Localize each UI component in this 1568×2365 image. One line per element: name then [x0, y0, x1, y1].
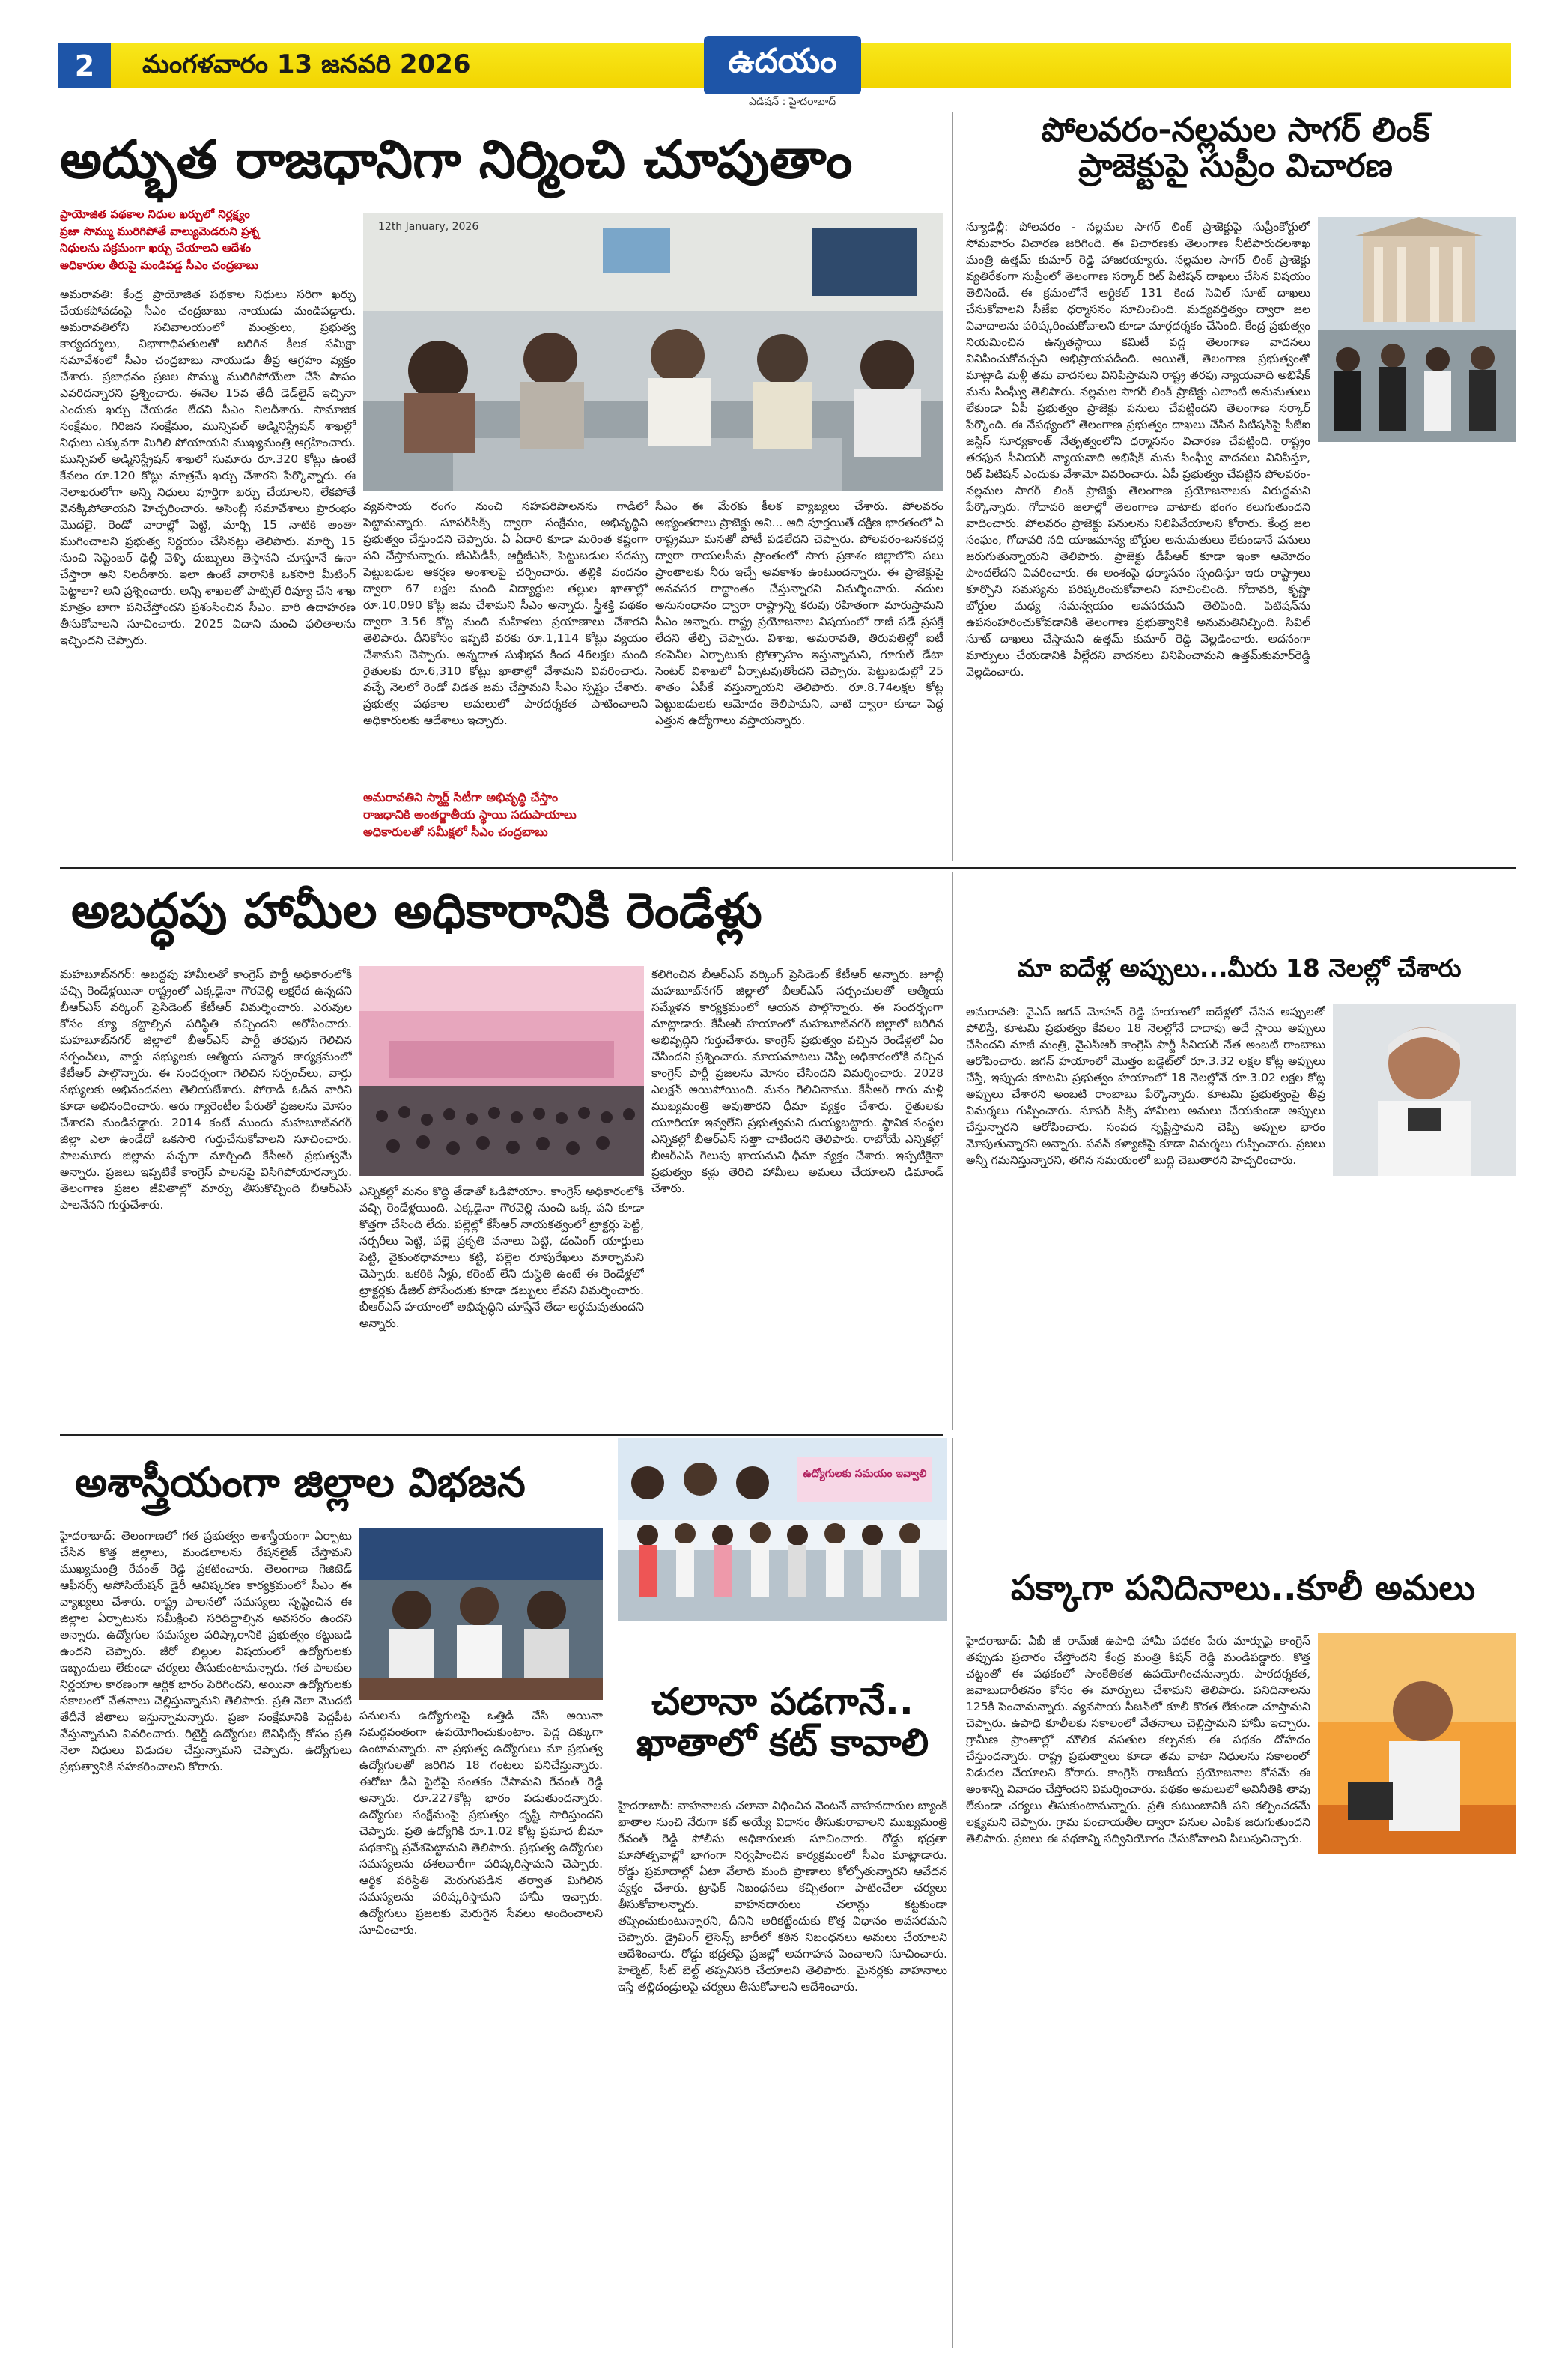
ktr-meeting-photo — [359, 966, 644, 1176]
newspaper-logo: ఉదయం — [704, 36, 861, 94]
subhead: అధికారులతో సమీక్షలో సీఎం చంద్రబాబు — [363, 825, 548, 839]
headline-line: ప్రాజెక్టుపై సుప్రీం విచారణ — [1078, 147, 1393, 186]
subhead: అమరావతిని స్మార్ట్ సిటీగా అభివృద్ధి చేస్తాం — [363, 790, 559, 804]
capital-col-3: సీఎం ఈ మేరకు కీలక వ్యాఖ్యలు చేశారు. పోలవరం అభ్యంతరాలు ప్రాజెక్టు అని... ఆది పూర్తయితే దక్షిణ భారతంలో ఏ రాష్ట్రమూ మనతో పోటీ పడలేదని చెప్పారు. పోలవరం-బనకచర్ల ద్వారా రాయలసీమ ప్రాంతంలో సాగు ప్రకాశం జిల్లాలోని పలు ప్రాంతాలకు నీరు ఇచ్చే అవకాశం ఉంటుందన్నారు. ఈ ప్రాజెక్టుపై అనవసర రాద్ధాంతం చేస్తున్నారని విమర్శించారు. నదుల అనుసంధానం ద్వారా రాష్ట్రాన్ని కరువు రహితంగా మారుస్తామని సీఎం అన్నారు. రాష్ట్ర ప్రయోజనాల విషయంలో రాజీ పడే ప్రసక్తే లేదని తేల్చి చెప్పారు. విశాఖ, అమరావతి, తిరుపతిల్లో ఐటీ కంపెనీల ఏర్పాటుకు ప్రోత్సాహం ఇస్తున్నామని, గూగుల్ డేటా సెంటర్ విశాఖలో ఏర్పాటవుతోందని చెప్పారు. పెట్టుబడుల్లో 25 శాతం ఏపీకే వస్తున్నాయని తెలిపారు. రూ.8.74లక్షల కోట్ల పెట్టుబడులకు ఆమోదం తెలిపామని, వాటి ద్వారా కూడా పెద్ద ఎత్తున ఉద్యోగాలు వస్తాయన్నారు. — [655, 500, 943, 727]
revanth-diary-photo — [359, 1528, 603, 1700]
workdays-body: హైదరాబాద్: వీబీ జీ రామ్‌జీ ఉపాధి హామీ పథకం పేరు మార్పుపై కాంగ్రెస్ తప్పుడు ప్రచారం చేస్తోందని కేంద్ర మంత్రి కిషన్ రెడ్డి మండిపడ్డారు. కొత్త చట్టంతో ఈ పథకంలో సాంకేతికత ఉపయోగించనున్నారు. పారదర్శకత, జవాబుదారీతనం కోసం ఈ మార్పులు చేశామని తెలిపారు. పనిదినాలను 125కి పెంచామన్నారు. వ్యవసాయ సీజన్‌లో కూలీ కొరత లేకుండా చూస్తామని చెప్పారు. ఉపాధి కూలీలకు సకాలంలో వేతనాలు చెల్లిస్తామని హామీ ఇచ్చారు. గ్రామీణ ప్రాంతాల్లో మౌలిక వసతుల కల్పనకు ఈ పథకం దోహదం చేస్తుందన్నారు. రాష్ట్ర ప్రభుత్వాలు కూడా తమ వాటా నిధులను సకాలంలో విడుదల చేయాలని కోరారు. కాంగ్రెస్ రాజకీయ ప్రయోజనాల కోసమే ఈ అంశాన్ని వివాదం చేస్తోందని విమర్శించారు. పథకం అమలులో అవినీతికి తావు లేకుండా చర్యలు తీసుకుంటామన్నారు. ప్రతి కుటుంబానికి పని కల్పించడమే లక్ష్యమని చెప్పారు. గ్రామ పంచాయతీల ద్వారా పనుల ఎంపిక జరుగుతుందని తెలిపారు. ప్రజలు ఈ పథకాన్ని సద్వినియోగం చేసుకోవాలని పిలుపునిచ్చారు. — [966, 1634, 1310, 1845]
issue-date: మంగళవారం 13 జనవరి 2026 — [142, 49, 471, 79]
supreme-court-photo — [1318, 217, 1516, 442]
chalana-headline — [618, 1681, 947, 1764]
scheme-launch-photo — [618, 1438, 947, 1621]
subhead: రాజధానికి అంతర్జాతీయ స్థాయి సదుపాయాలు — [363, 807, 577, 822]
capital-col-2b — [363, 837, 648, 860]
districts-headline: అశాస్త్రీయంగా జిల్లాల విభజన — [75, 1459, 526, 1506]
chalana-body: హైదరాబాద్: వాహనాలకు చలానా విధించిన వెంటనే వాహనదారుల బ్యాంక్ ఖాతాల నుంచి నేరుగా కట్ అయ్యే విధానం తీసుకురావాలని ముఖ్యమంత్రి రేవంత్ రెడ్డి పోలీసు అధికారులకు సూచించారు. రోడ్డు భద్రతా మాసోత్సవాల్లో భాగంగా నిర్వహించిన కార్యక్రమంలో సీఎం మాట్లాడారు. రోడ్డు ప్రమాదాల్లో ఏటా వేలాది మంది ప్రాణాలు కోల్పోతున్నారని ఆవేదన వ్యక్తం చేశారు. ట్రాఫిక్ నిబంధనలు కచ్చితంగా పాటించేలా చర్యలు తీసుకోవాలన్నారు. వాహనదారులు చలాన్లు కట్టకుండా తప్పించుకుంటున్నారని, దీనిని అరికట్టేందుకు కొత్త విధానం అవసరమని చెప్పారు. డ్రైవింగ్ లైసెన్స్ జారీలో కఠిన నిబంధనలు అమలు చేయాలని ఆదేశించారు. రోడ్డు భద్రతపై ప్రజల్లో అవగాహన పెంచాలని సూచించారు. హెల్మెట్, సీట్ బెల్ట్ తప్పనిసరి చేయాలని తెలిపారు. మైనర్లకు వాహనాలు ఇస్తే తల్లిదండ్రులపై చర్యలు తీసుకోవాలని ఆదేశించారు. — [618, 1799, 947, 1994]
capital-subheads — [363, 790, 648, 842]
crowd-illustration — [359, 966, 644, 1176]
capital-summary — [60, 206, 352, 273]
edition-tagline: ఎడిషన్ : హైదరాబాద్ — [749, 96, 836, 108]
page-number: 2 — [58, 43, 111, 88]
polavaram-headline — [966, 112, 1505, 185]
event-illustration — [359, 1528, 603, 1700]
summary-line: ప్రజా సొమ్ము మురిగిపోతే వాల్యుమెడరుని ప్రశ్న — [60, 224, 260, 238]
headline-line: ఖాతాలో కట్ కావాలి — [636, 1721, 929, 1764]
capital-col-1: అమరావతి: కేంద్ర ప్రాయోజిత పథకాల నిధులు సరిగా ఖర్చు చేయకపోవడంపై సీఎం చంద్రబాబు నాయుడు మండిపడ్డారు. అమరావతిలోని సచివాలయంలో మంత్రులు, ప్రభుత్వ కార్యదర్శులు, విభాగాధిపతులతో జరిగిన కీలక సమీక్షా సమావేశంలో సీఎం చంద్రబాబు నాయుడు తీవ్ర ఆగ్రహం వ్యక్తం చేశారు. ప్రజాధనం ప్రజల సొమ్ము మురిగిపోయేలా చేసే పాపం ఎవరిదన్నారని ప్రశ్నించారు. ఈనెల 15వ తేదీ డెడ్‌లైన్ ఇచ్చినా ఎందుకు ఖర్చు చేయడం లేదని సీఎం నిలదీశారు. సామాజిక సంక్షేమం, గిరిజన సంక్షేమం, మున్సిపల్ అడ్మినిస్ట్రేషన్ శాఖల్లో నిధులు ఎక్కువగా మిగిలి పోయాయని ముఖ్యమంత్రి ఆగ్రహించారు. మున్సిపల్ అడ్మినిస్ట్రేషన్ శాఖలో సుమారు రూ.320 కోట్లు ఉంటే కేవలం రూ.120 కోట్లు మాత్రమే ఖర్చు చేశారని పేర్కొన్నారు. ఈ నెలాఖరులోగా అన్ని నిధులు పూర్తిగా ఖర్చు చేయాలని, లేకపోతే వెనక్కిపోతాయని హెచ్చరించారు. అసెంబ్లీ సమావేశాలు ప్రారంభం మొదలై, రెండో వారాల్లో పెట్టి, మార్చి 15 నాటికి అంతా ముగించాలని ప్రభుత్వ నిర్ణయం చేసినట్లు తెలిపారు. మార్చి 15 నుంచి సెప్టెంబర్ ఢిల్లీ వెళ్ళి దుబ్బులు తెస్తానని చూస్తూనే ఉనా చేస్తారా అని నిలదీశారు. ఇలా ఉంటే వారానికి ఒకసారి మీటింగ్ పెట్టాలా? అని ప్రశ్నించారు. అన్ని శాఖలతో పాట్సిలే రివ్యూ చేసి శాఖ మాత్రం బాగా పనిచేస్తోందని ప్రశంసించిన సీఎం. వారి ఉదాహరణ తీసుకోవాలని సూచించారు. 2025 విదాని మంచి ఫలితాలను ఇచ్చిందని చెప్పారు. — [60, 288, 356, 647]
polavaram-body: న్యూఢిల్లీ: పోలవరం - నల్లమల సాగర్ లింక్ ప్రాజెక్టుపై సుప్రీంకోర్టులో సోమవారం విచారణ జరిగింది. ఈ విచారణకు తెలంగాణ నీటిపారుదలశాఖ మంత్రి ఉత్తమ్ కుమార్ రెడ్డి హాజరయ్యారు. నల్లమల సాగర్ లింక్ ప్రాజెక్టు వ్యతిరేకంగా సుప్రీంలో తెలంగాణ సర్కార్ రిట్ పిటిషన్ దాఖలు చేసిన విషయం తెలిసిందే. ఈ క్రమంలోనే ఆర్టికల్ 131 కింద సివిల్ సూట్ దాఖలు చేసుకోవాలని సీజేఐ ధర్మాసనం సూచించింది. మధ్యవర్తిత్వం ద్వారా జల వివాదాలను పరిష్కరించుకోవాలని కూడా మార్గదర్శకం చేసింది. కేంద్ర ప్రభుత్వం నియమించిన ఉన్నతస్థాయి కమిటీ వద్ద తెలంగాణ వాదనలు వినిపించుకోవచ్చని అభిప్రాయపడింది. అయితే, తెలంగాణ ప్రభుత్వంతో మాట్లాడి మళ్లీ తమ వాదనలు వినిపిస్తామని రాష్ట్ర తరఫు న్యాయవాది అభిషేక్ మను సింఘ్వీ తెలిపారు. నల్లమల సాగర్ లింక్ ప్రాజెక్టు ఎలాంటి అనుమతులు లేకుండా ఏపీ ప్రభుత్వం ప్రాజెక్టు పనులు చేపట్టిందని తెలంగాణ సర్కార్ పేర్కొంది. ఈ నేపథ్యంలో తెలంగాణ ప్రభుత్వం దాఖలు చేసిన పిటిషన్‌పై సీజేఐ జస్టిస్ సూర్యకాంత్ నేతృత్వంలోని ధర్మాసనం విచారణ చేపట్టింది. రాష్ట్రం తరఫున సీనియర్ న్యాయవాది అభిషేక్ మను సింఘ్వీ వాదనలు వినిపిస్తూ, రిట్ పిటిషన్ ఎందుకు వేశామో వివరించారు. ఏపీ ప్రభుత్వం చేపట్టిన పోలవరం-నల్లమల సాగర్ లింక్ ప్రాజెక్టు తెలంగాణ ప్రయోజనాలకు విరుద్ధమని పేర్కొన్నారు. గోదావరి జలాల్లో తెలంగాణ వాటాకు భంగం కలుగుతుందని వాదించారు. పోలవరం ప్రాజెక్టు పనులను నిలిపివేయాలని కోరారు. కేంద్ర జల సంఘం, గోదావరి నది యాజమాన్య బోర్డుల అనుమతులు లేకుండానే పనులు జరుగుతున్నాయని తెలిపారు. ప్రాజెక్టు డీపీఆర్ కూడా ఇంకా ఆమోదం పొందలేదని వివరించారు. ఈ అంశంపై ధర్మాసనం స్పందిస్తూ ఇరు రాష్ట్రాలు కూర్చొని సమస్యను పరిష్కరించుకోవాలని సూచించింది. గోదావరి, కృష్ణా బోర్డుల మధ్య సమన్వయం అవసరమని తెలిపింది. పిటిషన్‌ను ఉపసంహరించుకోవడానికి తెలంగాణ ప్రభుత్వానికి అనుమతినిచ్చింది. సివిల్ సూట్ దాఖలు చేస్తామని ఉత్తమ్ కుమార్ రెడ్డి వెల్లడించారు. అదనంగా మార్పులు చేయడానికి వీల్లేదని వాదనలు వినిపించామని ఉత్తమ్‌కుమార్‌రెడ్డి వెల్లడించారు. — [966, 220, 1310, 678]
kishan-reddy-photo — [1318, 1633, 1516, 1854]
summary-line: నిధులను సక్రమంగా ఖర్చు చేయాలని ఆదేశం — [60, 241, 252, 255]
ambati-photo — [1333, 1004, 1516, 1176]
meeting-illustration — [363, 213, 943, 491]
districts-col-2: పనులను ఉద్యోగులపై ఒత్తిడి చేసి అయినా సమర్థవంతంగా ఉపయోగించుకుంటాం. పెద్ద దిక్కుగా ఉంటామన్నారు. నా ప్రభుత్వ ఉద్యోగులు మా ప్రభుత్వ ఉద్యోగులతో జరిగిన 18 గంటలు పనిచేస్తున్నారు. ఈరోజు డీఏ ఫైల్‌పై సంతకం చేసామని రేవంత్ రెడ్డి అన్నారు. రూ.227కోట్ల భారం పడుతుందన్నారు. ఉద్యోగుల సంక్షేమంపై ప్రభుత్వం దృష్టి సారిస్తుందని చెప్పారు. ప్రతి ఉద్యోగికి రూ.1.02 కోట్ల ప్రమాద బీమా పథకాన్ని ప్రవేశపెట్టామని తెలిపారు. ప్రభుత్వ ఉద్యోగుల సమస్యలను దశలవారీగా పరిష్కరిస్తామని చెప్పారు. ఆర్థిక పరిస్థితి మెరుగుపడిన తర్వాత మిగిలిన సమస్యలను పరిష్కరిస్తామని హామీ ఇచ్చారు. ఉద్యోగులు ప్రజలకు మెరుగైన సేవలు అందించాలని సూచించారు. — [359, 1709, 603, 1937]
workdays-headline: పక్కాగా పనిదినాలు..కూలీ అమలు — [1010, 1567, 1476, 1608]
speaker-illustration — [1318, 1633, 1516, 1854]
stage-banner-text: ఉద్యోగులకు సమయం ఇవ్వాలి — [803, 1468, 927, 1480]
section-rule — [60, 1434, 943, 1436]
supreme-court-illustration — [1318, 217, 1516, 442]
portrait-illustration — [1333, 1004, 1516, 1176]
promises-col-3: కలిగించిన బీఆర్ఎస్ వర్కింగ్ ప్రెసిడెంట్ కేటీఆర్ అన్నారు. జూబ్లీ మహబూబ్‌నగర్ జిల్లాలో బీఆర్ఎస్ సర్పంచులతో ఆత్మీయ సమ్మేళన కార్యక్రమంలో ఆయన పాల్గొన్నారు. ఈ సందర్భంగా మాట్లాడారు. కేసీఆర్ హయాంలో మహబూబ్‌నగర్ జిల్లాలో జరిగిన అభివృద్ధిని గుర్తుచేశారు. కాంగ్రెస్ ప్రభుత్వం వచ్చిన రెండేళ్లలో ఏం చేసిందని ప్రశ్నించారు. మాయమాటలు చెప్పి అధికారంలోకి వచ్చిన కాంగ్రెస్ పార్టీ ప్రజలను మోసం చేసిందని విమర్శించారు. 2028 ఎలక్షన్ అయిపోయింది. మనం గెలిచినాము. కేసీఆర్ గారు మళ్లీ ముఖ్యమంత్రి అవుతారని ధీమా వ్యక్తం చేశారు. రైతులకు యూరియా ఇవ్వలేని ప్రభుత్వమని దుయ్యబట్టారు. స్థానిక సంస్థల ఎన్నికల్లో బీఆర్ఎస్ సత్తా చాటిందని తెలిపారు. రాబోయే ఎన్నికల్లో బీఆర్ఎస్ గెలుపు ఖాయమని ధీమా వ్యక్తం చేశారు. ఇప్పటికైనా ప్రభుత్వం కళ్లు తెరిచి హామీలు అమలు చేయాలని డిమాండ్ చేశారు. — [651, 968, 943, 1195]
summary-line: ప్రాయోజిత పథకాల నిధుల ఖర్చులో నిర్లక్ష్యం — [60, 207, 250, 221]
capital-meeting-photo — [363, 213, 943, 491]
capital-headline: అద్భుత రాజధానిగా నిర్మించి చూపుతాం — [60, 129, 853, 190]
column-divider — [952, 872, 953, 1430]
debts-body: అమరావతి: వైఎస్ జగన్ మోహన్ రెడ్డి హయాంలో ఐదేళ్లలో చేసిన అప్పులతో పోలిస్తే, కూటమి ప్రభుత్వం కేవలం 18 నెలల్లోనే దాదాపు అదే స్థాయి అప్పులు చేసిందని మాజీ మంత్రి, వైఎస్ఆర్ కాంగ్రెస్ పార్టీ సీనియర్ నేత అంబటి రాంబాబు ఆరోపించారు. జగన్ హయాంలో మొత్తం బడ్జెట్‌లో రూ.3.32 లక్షల కోట్ల అప్పులు చేస్తే, ఇప్పుడు కూటమి ప్రభుత్వం హయాంలో 18 నెలల్లోనే రూ.3.02 లక్షల కోట్ల అప్పులు చేశారని అంబటి రాంబాబు పేర్కొన్నారు. కూటమి ప్రభుత్వంపై తీవ్ర విమర్శలు గుప్పించారు. సూపర్ సిక్స్ హామీలు అమలు చేయకుండా అప్పులు చేస్తున్నారని ఆరోపించారు. సంపద సృష్టిస్తామని చెప్పి అప్పుల భారం మోపుతున్నారని అన్నారు. పవన్ కళ్యాణ్‌పై కూడా విమర్శలు గుప్పించారు. ప్రజలు అన్నీ గమనిస్తున్నారని, తగిన సమయంలో బుద్ధి చెబుతారని హెచ్చరించారు. — [966, 1005, 1325, 1167]
headline-line: చలానా పడగానే.. — [651, 1680, 914, 1723]
promises-headline: అబద్ధపు హామీల అధికారానికి రెండేళ్లు — [71, 884, 762, 939]
districts-col-1: హైదరాబాద్: తెలంగాణలో గత ప్రభుత్వం అశాస్త్రీయంగా ఏర్పాటు చేసిన కొత్త జిల్లాలు, మండలాలను రేషనలైజ్ చేస్తామని ముఖ్యమంత్రి రేవంత్ రెడ్డి ప్రకటించారు. తెలంగాణ గెజిటెడ్ ఆఫీసర్స్ అసోసియేషన్ డైరీ ఆవిష్కరణ కార్యక్రమంలో సీఎం ఈ వ్యాఖ్యలు చేశారు. రాష్ట్ర పాలనలో సమస్యలు సృష్టించిన ఈ జిల్లాల ఏర్పాటును సమీక్షించి సరిదిద్దాల్సిన అవసరం ఉందని అన్నారు. ఉద్యోగుల సమస్యల పరిష్కారానికి ప్రభుత్వం కట్టుబడి ఉందని చెప్పారు. జీరో బిల్లుల విషయంలో ఉద్యోగులకు ఇబ్బందులు లేకుండా చర్యలు తీసుకుంటామన్నారు. గత పాలకుల నిర్ణయాల కారణంగా ఆర్థిక భారం పెరిగిందని, అయినా ఉద్యోగులకు సకాలంలో వేతనాలు చెల్లిస్తున్నామని తెలిపారు. ప్రతి నెలా మొదటి తేదీనే జీతాలు ఇస్తున్నామన్నారు. ప్రజా సంక్షేమానికి పెద్దపీట వేస్తున్నామని వివరించారు. రిటైర్డ్ ఉద్యోగుల బెనిఫిట్స్ కోసం ప్రతి నెలా నిధులు విడుదల చేస్తున్నామని చెప్పారు. ఉద్యోగులు ప్రభుత్వానికి సహకరించాలని కోరారు. — [60, 1529, 352, 1773]
stage-illustration — [618, 1438, 947, 1621]
capital-col-2: వ్యవసాయ రంగం నుంచి సహపరిపాలనను గాడిలో పెట్టామన్నారు. సూపర్‌సిక్స్ ద్వారా సంక్షేమం, అభివృద్ధిని ప్రభుత్వం చేస్తుందని చెప్పారు. ఏ ఏదారి కూడా మరింత కష్టంగా పని చేస్తామన్నారు. జీఎస్‌డీపీ, ఆర్టీజీఎస్, పెట్టుబడుల సదస్సు పెట్టుబడుల ఆకర్షణ అంశాలపై చర్చించారు. తల్లికి వందనం ద్వారా 67 లక్షల మంది విద్యార్థుల తల్లుల ఖాతాల్లో రూ.10,090 కోట్ల జమ చేశామని సీఎం అన్నారు. స్త్రీశక్తి పథకం ద్వారా 3.56 కోట్ల మంది మహిళలు ప్రయాణాలు చేశారని తెలిపారు. దీనికోసం ఇప్పటి వరకు రూ.1,114 కోట్లు వ్యయం చేశామని చెప్పారు. అన్నదాత సుఖీభవ కింద 46లక్షల మంది రైతులకు రూ.6,310 కోట్లు ఖాతాల్లో వేశామని వివరించారు. వచ్చే నెలలో రెండో విడత జమ చేస్తామని సీఎం స్పష్టం చేశారు. ప్రభుత్వ పథకాల అమలులో పారదర్శకత పాటించాలని అధికారులకు ఆదేశాలు ఇచ్చారు. — [363, 500, 648, 727]
debts-headline: మా ఐదేళ్ల అప్పులు...మీరు 18 నెలల్లో చేశారు — [1017, 953, 1462, 983]
section-rule — [60, 867, 1516, 869]
headline-line: పోలవరం-నల్లమల సాగర్ లింక్ — [1041, 111, 1430, 149]
column-divider — [952, 1438, 953, 2348]
summary-line: అధికారుల తీరుపై మండిపడ్డ సీఎం చంద్రబాబు — [60, 258, 258, 272]
promises-col-1: మహబూబ్‌నగర్: అబద్ధపు హామీలతో కాంగ్రెస్ పార్టీ అధికారంలోకి వచ్చి రెండేళ్లయినా రాష్ట్రంలో ఎక్కడైనా గౌరవెల్లి అక్షరేద ఉన్నదని బీఆర్ఎస్ వర్కింగ్ ప్రెసిడెంట్ కేటీఆర్ విమర్శించారు. ఎరువుల కోసం క్యూ కట్టాల్సిన పరిస్థితి వచ్చిందని ఆరోపించారు. మహబూబ్‌నగర్ జిల్లాలో బీఆర్ఎస్ పార్టీ తరఫున గెలిచిన సర్పంచ్‌లు, వార్డు సభ్యులకు ఆత్మీయ సన్మాన కార్యక్రమంలో కేటీఆర్ పాల్గొన్నారు. ఈ సందర్భంగా గెలిచిన సర్పంచ్‌లు, వార్డు సభ్యులకు అభినందనలు తెలియజేశారు. పోరాడి ఓడిన వారిని కూడా అభినందించారు. ఆరు గ్యారెంటీల పేరుతో ప్రజలను మోసం చేశారని మండిపడ్డారు. 2014 కంటే ముందు మహబూబ్‌నగర్ జిల్లా ఎలా ఉండేదో ఒకసారి గుర్తుచేసుకోవాలని సూచించారు. పాలమూరు జిల్లాను పచ్చగా మార్చింది కేసీఆర్ ప్రభుత్వమే అన్నారు. ప్రజలు ఇప్పటికే కాంగ్రెస్ పాలనపై విసిగిపోయారన్నారు. తెలంగాణ ప్రజల జీవితాల్లో మార్పు తీసుకొచ్చింది బీఆర్ఎస్ పాలనేనని గుర్తుచేశారు. — [60, 968, 352, 1212]
column-divider — [952, 112, 953, 861]
photo-date-caption: 12th January, 2026 — [378, 221, 479, 233]
promises-col-2: ఎన్నికల్లో మనం కొద్ది తేడాతో ఓడిపోయాం. కాంగ్రెస్ అధికారంలోకి వచ్చి రెండేళ్లయింది. ఎక్కడైనా గౌరవెల్లి నుంచి ఒక్క పని కూడా కొత్తగా చేసింది లేదు. పల్లెల్లో కేసీఆర్ నాయకత్వంలో ట్రాక్టర్లు పెట్టి, నర్సరీలు పెట్టి, పల్లె ప్రకృతి వనాలు పెట్టి, డంపింగ్ యార్డులు పెట్టి, వైకుంఠధామాలు కట్టి, పల్లెల రూపురేఖలు మార్చామని చెప్పారు. ఒకరికి నీళ్లు, కరెంట్ లేని దుస్థితి ఉంటే ఈ రెండేళ్లలో ట్రాక్టర్లకు డీజిల్ పోసేందుకు కూడా డబ్బులు లేవని విమర్శించారు. బీఆర్ఎస్ హయాంలో అభివృద్ధిని చూస్తేనే తేడా అర్థమవుతుందని అన్నారు. — [359, 1185, 644, 1330]
